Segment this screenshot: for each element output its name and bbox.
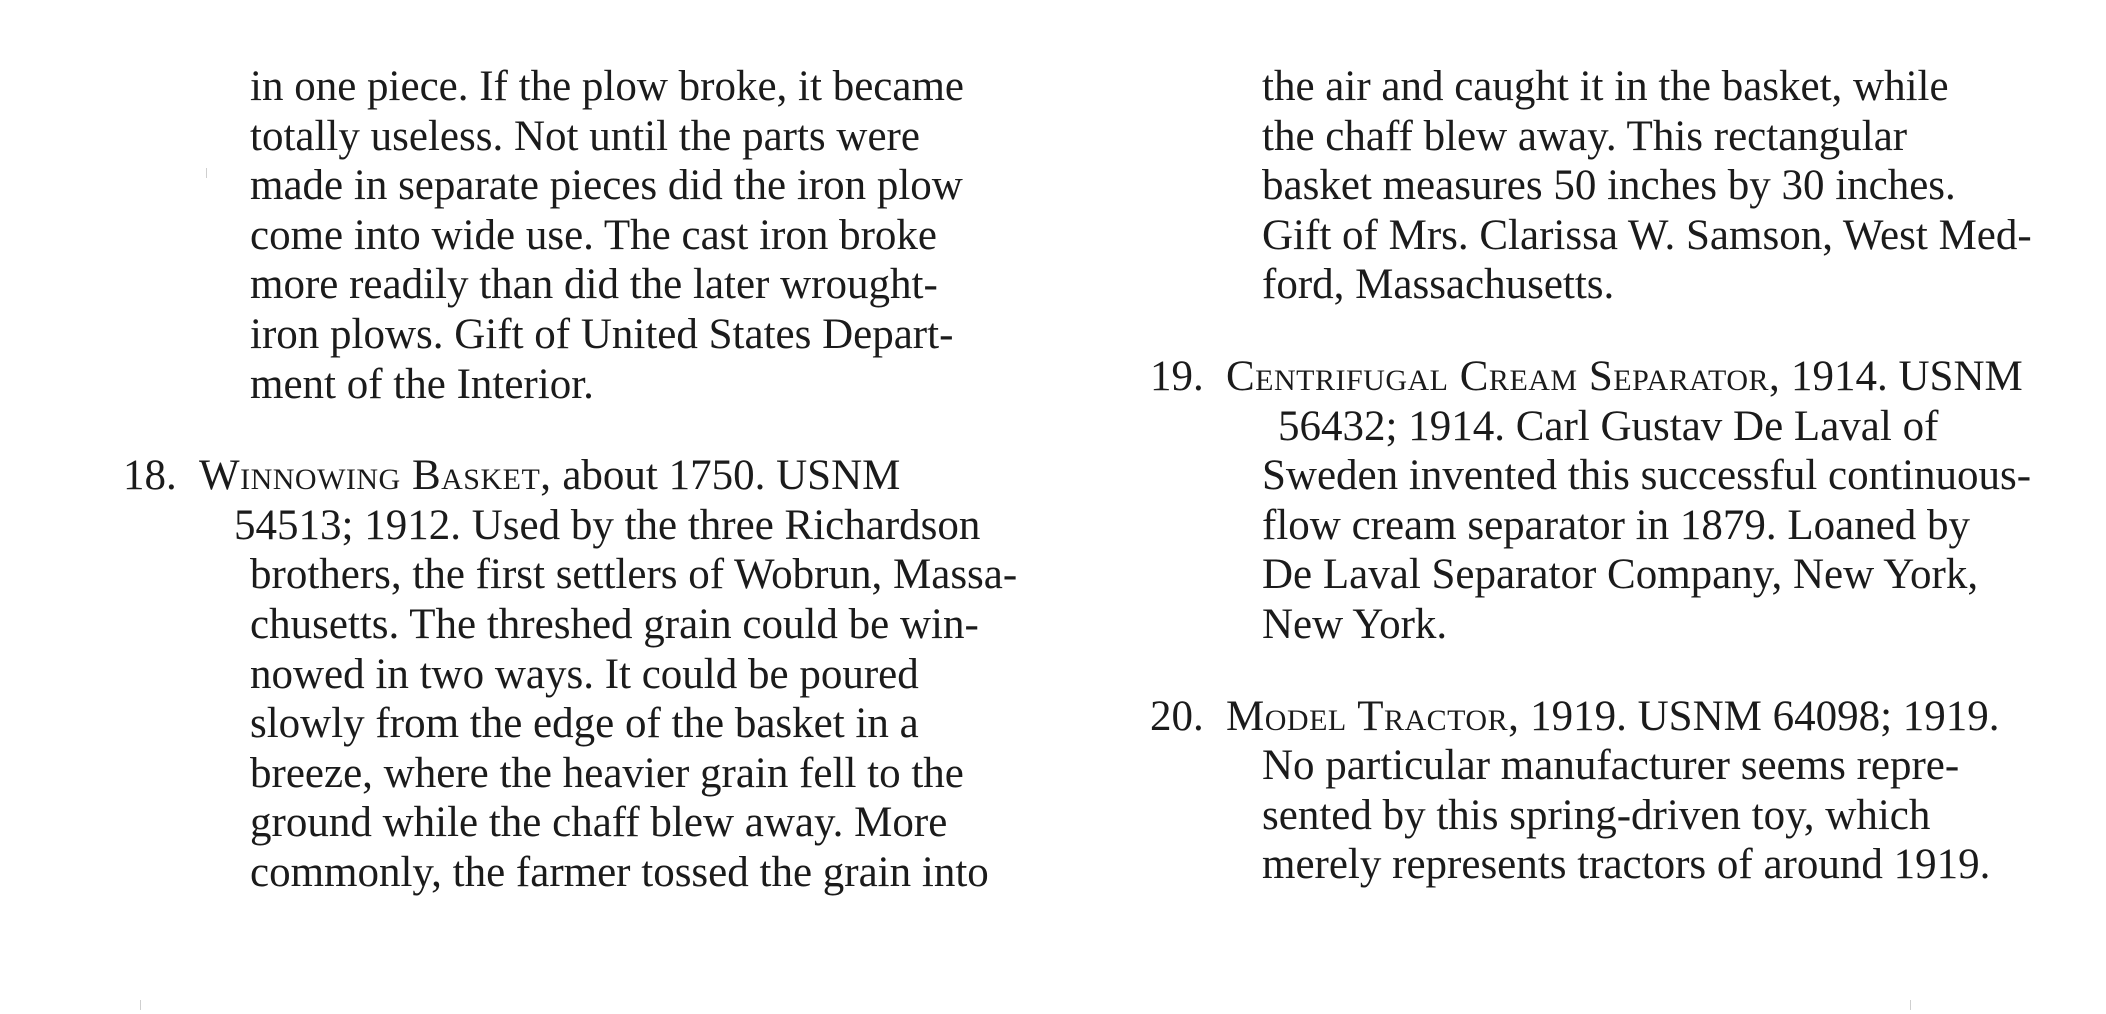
- text-line: 56432; 1914. Carl Gustav De Laval of: [1278, 402, 1939, 450]
- text-line: basket measures 50 inches by 30 inches.: [1262, 162, 1956, 210]
- scan-mark: [1910, 1000, 1911, 1010]
- entry-heading-line: [1150, 352, 2080, 402]
- text-line: 54513; 1912. Used by the three Richardson: [234, 501, 981, 549]
- text-line: ground while the chaff blew away. More: [250, 799, 948, 847]
- text-line: nowed in two ways. It could be poured: [250, 650, 919, 698]
- continuation-paragraph-right: [1150, 62, 2080, 310]
- text-line: flow cream separator in 1879. Loaned by: [1262, 501, 1971, 549]
- entry-date-catalog: 1919. USNM 64098; 1919.: [1530, 692, 2000, 740]
- text-line: Sweden invented this successful continuous-: [1262, 452, 2032, 500]
- text-line: the air and caught it in the basket, while: [1262, 63, 1949, 110]
- entry-number: 18.: [123, 452, 177, 500]
- text-line: made in separate pieces did the iron plow: [250, 162, 963, 210]
- entry-title: Centrifugal Cream Separator,: [1226, 352, 1781, 400]
- entry-title: Winnowing Basket,: [199, 452, 552, 500]
- text-line: sented by this spring-driven toy, which: [1262, 791, 1931, 839]
- text-line: No particular manufacturer seems repre-: [1262, 742, 1960, 790]
- text-line: breeze, where the heavier grain fell to the: [250, 749, 964, 797]
- continuation-paragraph-left: [118, 62, 1048, 409]
- text-line: totally useless. Not until the parts were: [250, 112, 920, 160]
- right-column: [1150, 62, 2080, 890]
- scan-mark: [140, 1000, 141, 1010]
- catalog-entry-19: [1150, 352, 2080, 650]
- entry-heading-line: [118, 451, 1048, 501]
- scan-mark: [206, 168, 207, 178]
- entry-number: 19.: [1150, 352, 1204, 400]
- entry-number: 20.: [1150, 692, 1204, 740]
- entry-title: Model Tractor,: [1226, 692, 1520, 740]
- entry-heading-line: [1150, 692, 2080, 742]
- catalog-entry-18: [118, 451, 1048, 897]
- text-line: slowly from the edge of the basket in a: [250, 700, 919, 748]
- text-line: merely represents tractors of around 1919.: [1262, 841, 1991, 889]
- text-line: iron plows. Gift of United States Depart-: [250, 310, 954, 358]
- text-line: ment of the Interior.: [250, 360, 594, 408]
- text-line: in one piece. If the plow broke, it became: [250, 63, 964, 110]
- text-line: commonly, the farmer tossed the grain into: [250, 848, 989, 896]
- text-line: Gift of Mrs. Clarissa W. Samson, West Med-: [1262, 211, 2032, 259]
- text-line: ford, Massachusetts.: [1262, 261, 1615, 309]
- text-line: brothers, the first settlers of Wobrun, Massa-: [250, 551, 1018, 599]
- left-column: [118, 62, 1048, 898]
- text-line: chusetts. The threshed grain could be win-: [250, 600, 979, 648]
- text-line: De Laval Separator Company, New York,: [1262, 551, 1979, 599]
- catalog-entry-20: [1150, 692, 2080, 890]
- text-line: come into wide use. The cast iron broke: [250, 211, 938, 259]
- entry-date-catalog: about 1750. USNM: [562, 452, 901, 500]
- text-line: more readily than did the later wrought-: [250, 261, 938, 309]
- text-line: the chaff blew away. This rectangular: [1262, 112, 1908, 160]
- text-line: New York.: [1262, 600, 1448, 648]
- entry-date-catalog: 1914. USNM: [1791, 352, 2023, 400]
